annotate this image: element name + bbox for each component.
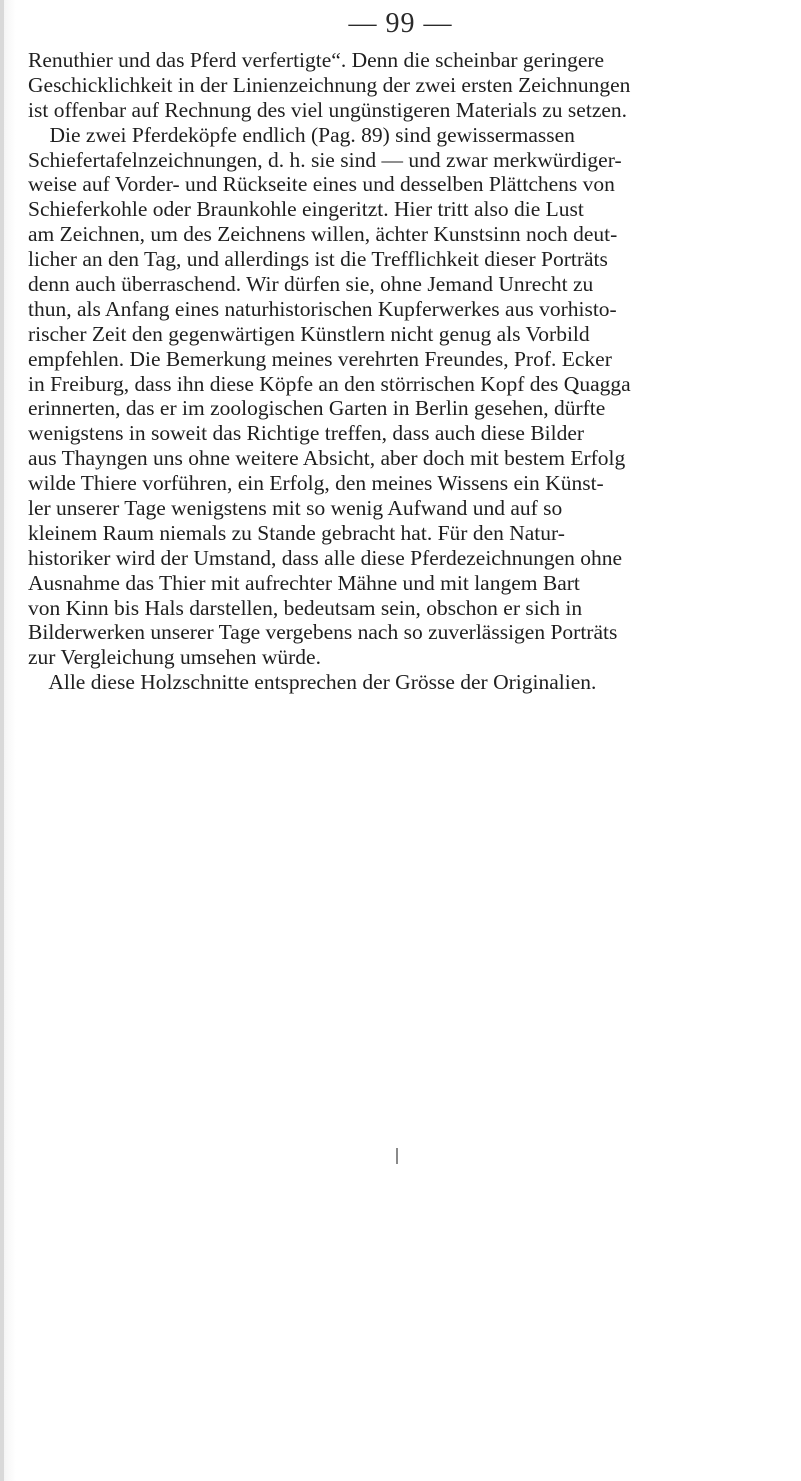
text-line: in Freiburg, dass ihn diese Köpfe an den störrischen Kopf des Quagga (28, 371, 631, 396)
text-line: Schiefertafelnzeichnungen, d. h. sie sind — und zwar merkwürdiger- (28, 147, 622, 172)
text-line: Schieferkohle oder Braunkohle eingeritzt. Hier tritt also die Lust (28, 197, 584, 222)
text-line: denn auch überraschend. Wir dürfen sie, ohne Jemand Unrecht zu (28, 272, 594, 297)
text-line: Alle diese Holzschnitte entsprechen der Grösse der Originalien. (28, 670, 597, 695)
text-line: rischer Zeit den gegenwärtigen Künstlern nicht genug als Vorbild (28, 321, 590, 346)
text-line: kleinem Raum niemals zu Stande gebracht hat. Für den Natur- (28, 520, 565, 545)
text-line: Bilderwerken unserer Tage vergebens nach so zuverlässigen Porträts (28, 620, 618, 645)
page-edge-shadow (0, 0, 4, 1481)
scan-speck (396, 1148, 398, 1164)
text-line: wilde Thiere vorführen, ein Erfolg, den meines Wissens ein Künst- (28, 471, 604, 496)
body-text (28, 48, 790, 695)
text-line: wenigstens in soweit das Richtige treffen, dass auch diese Bilder (28, 421, 585, 446)
text-line: von Kinn bis Hals darstellen, bedeutsam sein, obschon er sich in (28, 595, 583, 620)
text-line: aus Thayngen uns ohne weitere Absicht, aber doch mit bestem Erfolg (28, 446, 626, 471)
text-line: Renuthier und das Pferd verfertigte“. Denn die scheinbar geringere (28, 48, 605, 72)
text-line: zur Vergleichung umsehen würde. (28, 645, 321, 670)
text-line: am Zeichnen, um des Zeichnens willen, ächter Kunstsinn noch deut- (28, 222, 618, 247)
text-line: Ausnahme das Thier mit aufrechter Mähne und mit langem Bart (28, 570, 580, 595)
text-line: Die zwei Pferdeköpfe endlich (Pag. 89) sind gewissermassen (28, 122, 575, 147)
text-line: Geschicklichkeit in der Linienzeichnung der zwei ersten Zeichnungen (28, 72, 631, 97)
page-number: — 99 — (348, 8, 453, 39)
text-line: thun, als Anfang eines naturhistorischen Kupferwerkes aus vorhisto- (28, 296, 617, 321)
text-line: licher an den Tag, und allerdings ist die Trefflichkeit dieser Porträts (28, 247, 608, 272)
text-line: historiker wird der Umstand, dass alle diese Pferdezeichnungen ohne (28, 545, 623, 570)
text-line: erinnerten, das er im zoologischen Garten in Berlin gesehen, dürfte (28, 396, 606, 421)
text-line: ist offenbar auf Rechnung des viel ungünstigeren Materials zu setzen. (28, 97, 628, 122)
text-line: empfehlen. Die Bemerkung meines verehrten Freundes, Prof. Ecker (28, 346, 612, 371)
text-line: weise auf Vorder- und Rückseite eines und desselben Plättchens von (28, 172, 615, 197)
text-line: ler unserer Tage wenigstens mit so wenig Aufwand und auf so (28, 496, 563, 521)
